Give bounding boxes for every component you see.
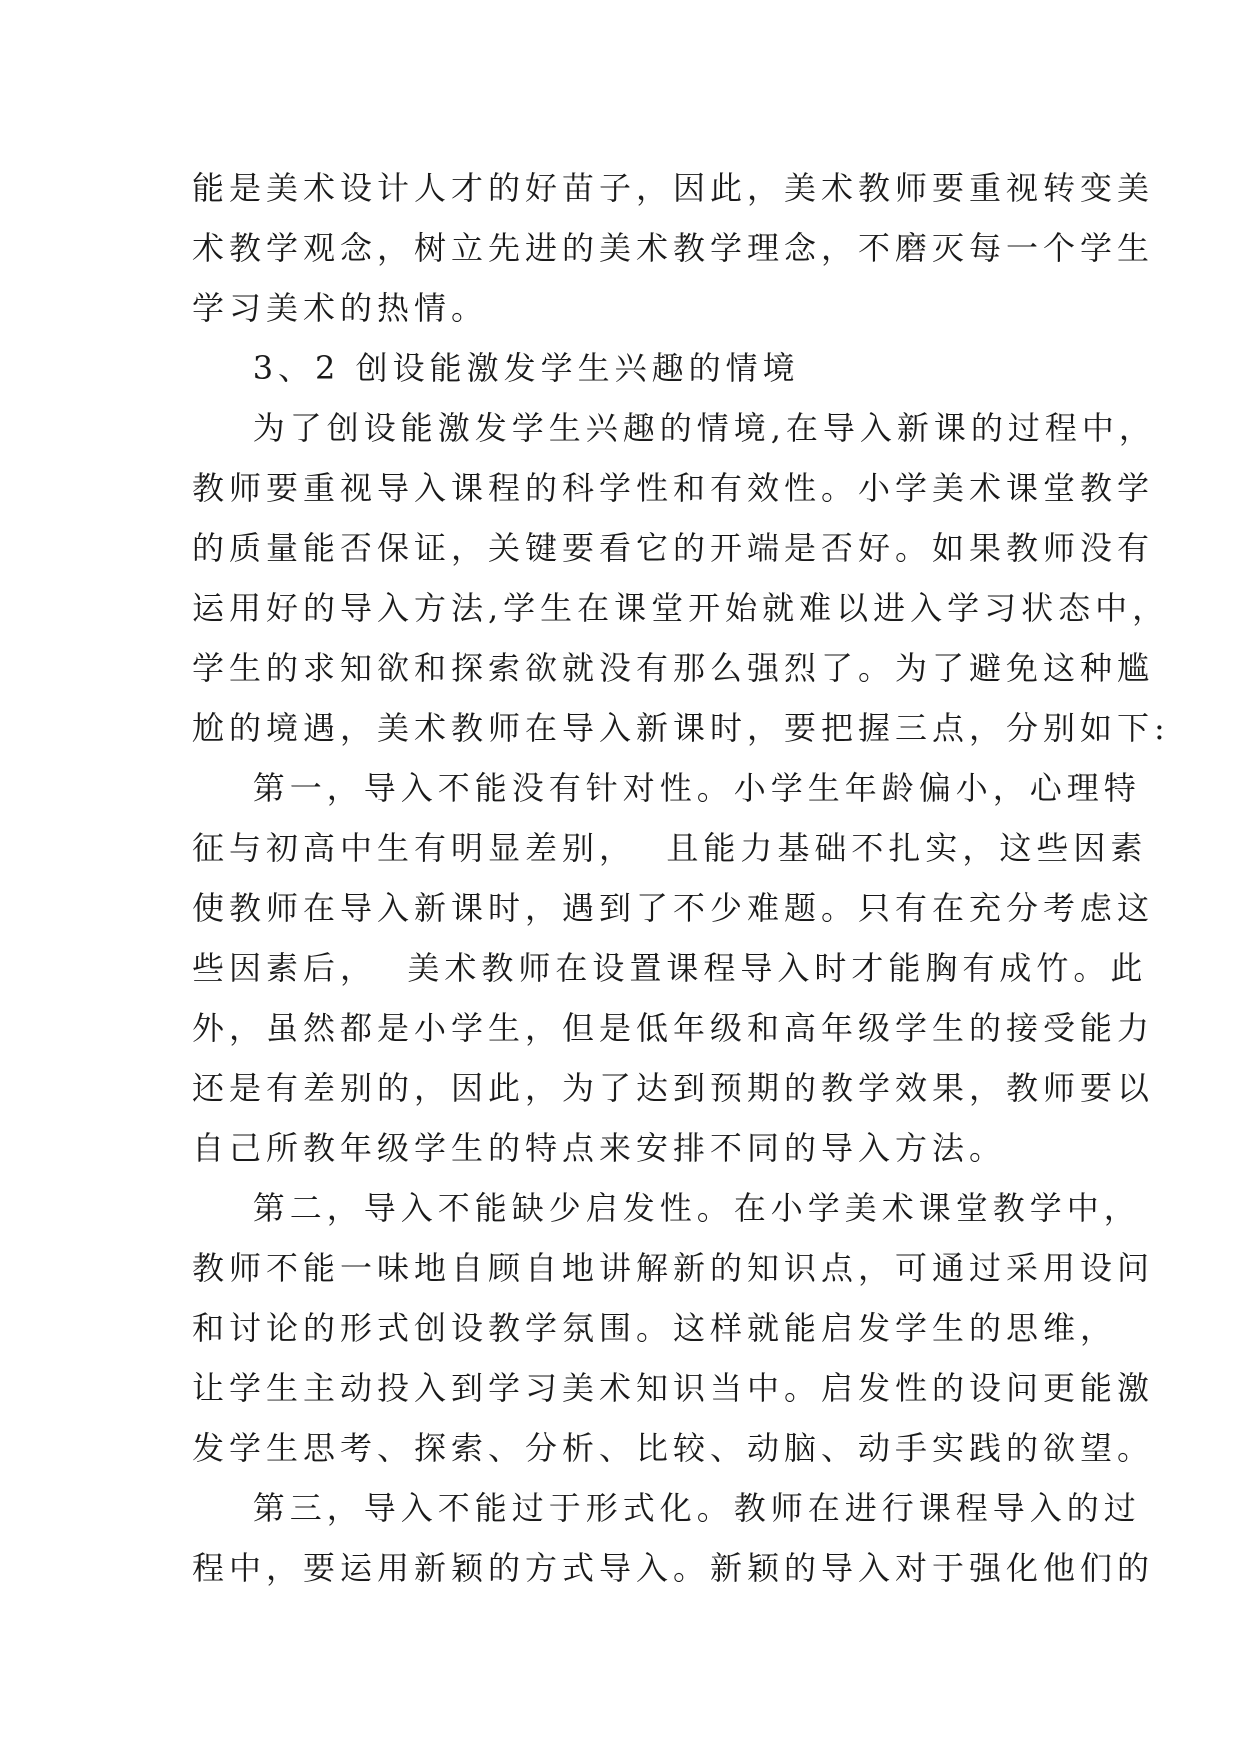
text-line-18: 第二，导入不能缺少启发性。在小学美术课堂教学中， [192,1189,1141,1227]
text-line-23: 第三，导入不能过于形式化。教师在进行课程导入的过 [192,1489,1141,1527]
text-line-1: 能是美术设计人才的好苗子，因此，美术教师要重视转变美 [192,169,1155,207]
text-line-15: 外，虽然都是小学生，但是低年级和高年级学生的接受能力 [192,1009,1155,1047]
text-line-7: 的质量能否保证，关键要看它的开端是否好。如果教师没有 [192,529,1155,567]
text-line-21: 让学生主动投入到学习美术知识当中。启发性的设问更能激 [192,1369,1155,1407]
text-line-13: 使教师在导入新课时，遇到了不少难题。只有在充分考虑这 [192,889,1155,927]
text-line-3: 学习美术的热情。 [192,289,489,327]
text-line-5: 为了创设能激发学生兴趣的情境,在导入新课的过程中， [192,409,1156,447]
text-line-10: 尬的境遇，美术教师在导入新课时，要把握三点，分别如下: [192,709,1170,747]
text-line-2: 术教学观念，树立先进的美术教学理念，不磨灭每一个学生 [192,229,1155,267]
text-line-9: 学生的求知欲和探索欲就没有那么强烈了。为了避免这种尴 [192,649,1155,687]
text-line-24: 程中，要运用新颖的方式导入。新颖的导入对于强化他们的 [192,1549,1155,1587]
text-line-8: 运用好的导入方法,学生在课堂开始就难以进入学习状态中， [192,589,1170,627]
text-line-14: 些因素后， 美术教师在设置课程导入时才能胸有成竹。此 [192,949,1148,987]
body-text [192,158,1170,1598]
text-line-20: 和讨论的形式创设教学氛围。这样就能启发学生的思维， [192,1309,1118,1347]
text-line-17: 自己所教年级学生的特点来安排不同的导入方法。 [192,1129,1007,1167]
text-line-6: 教师要重视导入课程的科学性和有效性。小学美术课堂教学 [192,469,1155,507]
text-line-16: 还是有差别的，因此，为了达到预期的教学效果，教师要以 [192,1069,1155,1107]
text-line-11: 第一，导入不能没有针对性。小学生年龄偏小，心理特 [192,769,1141,807]
section-heading-3-2: 3、2 创设能激发学生兴趣的情境 [192,349,800,387]
text-line-22: 发学生思考、探索、分析、比较、动脑、动手实践的欲望。 [192,1429,1155,1467]
text-line-12: 征与初高中生有明显差别， 且能力基础不扎实，这些因素 [192,829,1148,867]
text-line-19: 教师不能一味地自顾自地讲解新的知识点，可通过采用设问 [192,1249,1155,1287]
